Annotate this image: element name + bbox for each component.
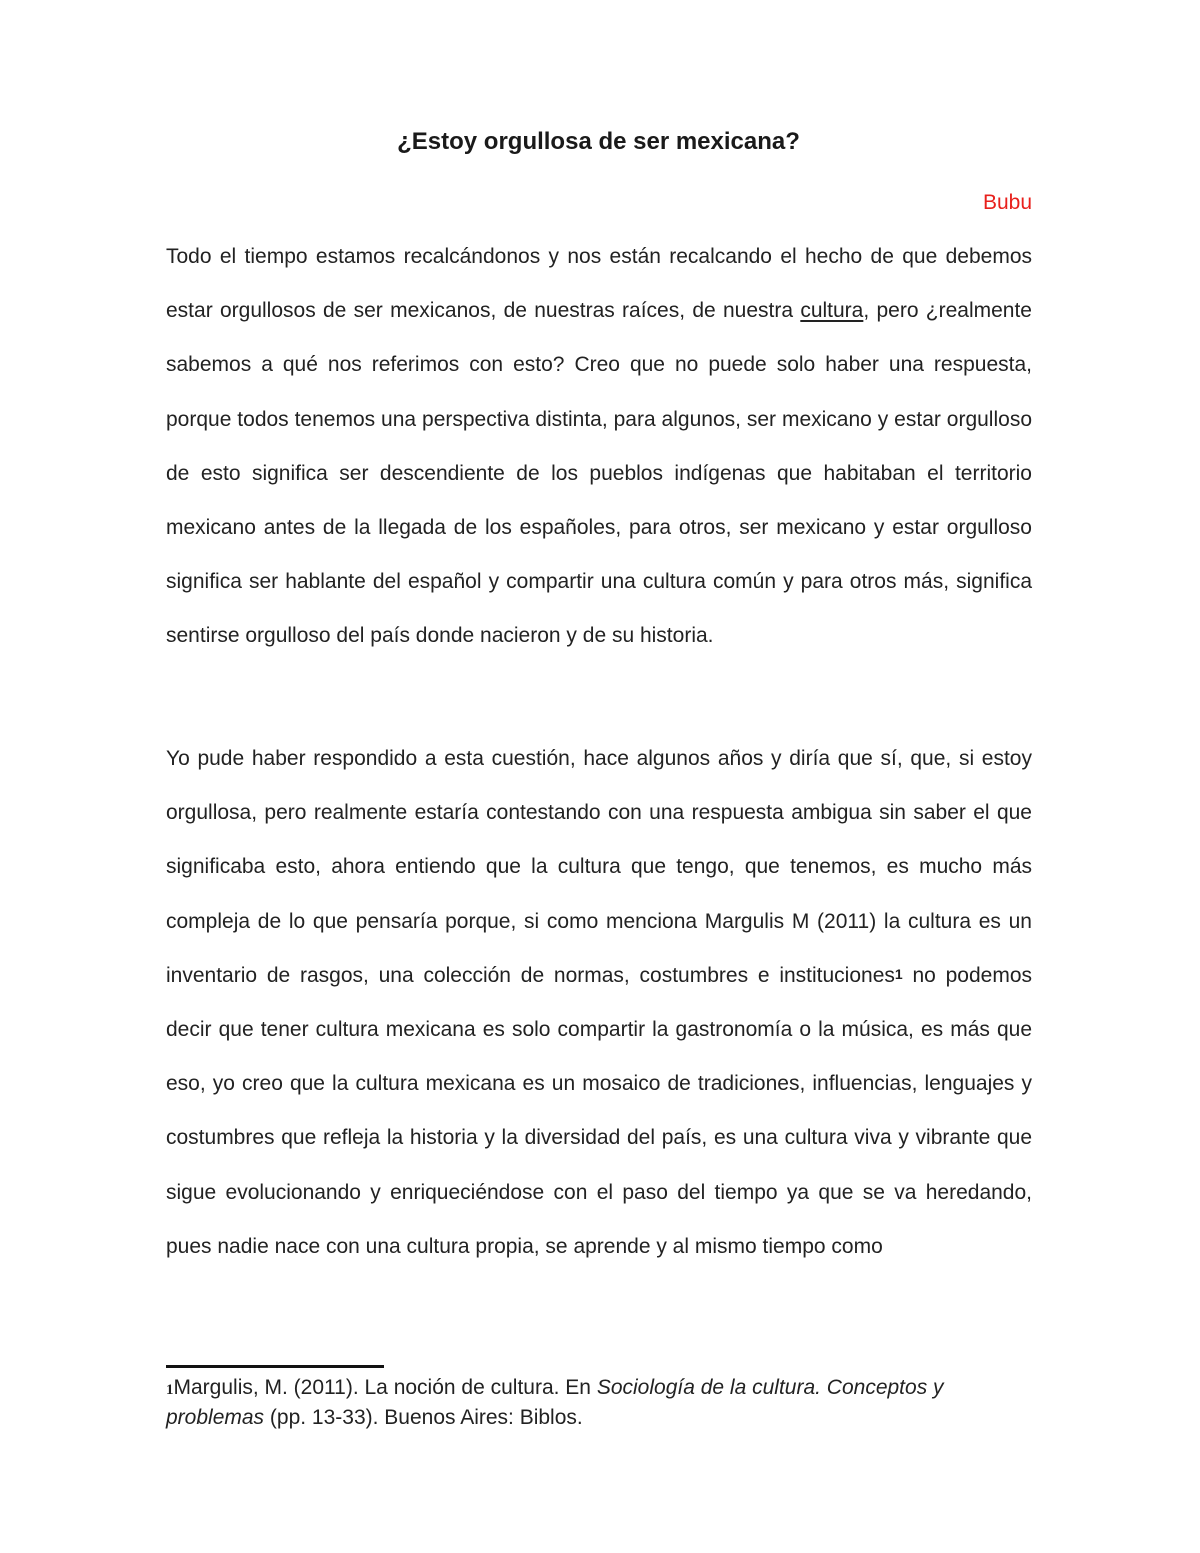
footnote-text-before: Margulis, M. (2011). La noción de cultura. En bbox=[173, 1376, 597, 1399]
paragraph-1 bbox=[166, 230, 1032, 664]
footnote-number: 1 bbox=[166, 1382, 174, 1398]
paragraph-2 bbox=[166, 732, 1032, 1274]
paragraph-2-lead: Yo pude haber respondido a esta cuestión, hace algunos años y diría que sí, que, si estoy orgullosa, pero realmente estaría contestando con una respuesta ambigua sin saber el que significaba esto, ahora entiendo que la cultura que tengo, que tenemos, es mucho más compleja de lo que pensaría porque, si como menciona Margulis M (2011) la cultura es un inventario de rasgos, una colección de normas, costumbres e instituciones bbox=[166, 747, 1032, 987]
footnote-book-title: Sociología de la cultura. Conceptos y problemas bbox=[166, 1376, 944, 1429]
paragraph-1-lead: Todo el tiempo estamos recalcándonos y nos están recalcando el hecho de que debemos estar orgullosos de ser mexicanos, de nuestras raíces, de nuestra bbox=[166, 245, 1032, 323]
author-name: Bubu bbox=[982, 191, 1032, 214]
document-title: ¿Estoy orgullosa de ser mexicana? bbox=[397, 128, 800, 155]
footnote bbox=[166, 1374, 1032, 1432]
footnote-reference[interactable]: 1 bbox=[894, 965, 903, 982]
paragraph-1-rest: , pero ¿realmente sabemos a qué nos referimos con esto? Creo que no puede solo haber una respuesta, porque todos tenemos una perspectiva distinta, para algunos, ser mexicano y estar orgulloso de esto significa ser descendiente de los pueblos indígenas que habitaban el territorio mexicano antes de la llegada de los españoles, para otros, ser mexicano y estar orgulloso significa ser hablante del español y compartir una cultura común y para otros más, significa sentirse orgulloso del país donde nacieron y de su historia. bbox=[166, 299, 1032, 648]
cultura-link[interactable]: cultura bbox=[800, 299, 864, 323]
paragraph-2-rest: no podemos decir que tener cultura mexicana es solo compartir la gastronomía o la música, es más que eso, yo creo que la cultura mexicana es un mosaico de tradiciones, influencias, lenguajes y costumbres que refleja la historia y la diversidad del país, es una cultura viva y vibrante que sigue evolucionando y enriqueciéndose con el paso del tiempo ya que se va heredando, pues nadie nace con una cultura propia, se aprende y al mismo tiempo como bbox=[166, 963, 1032, 1258]
footnote-separator bbox=[166, 1365, 384, 1368]
footnote-text-after: (pp. 13-33). Buenos Aires: Biblos. bbox=[264, 1406, 583, 1429]
